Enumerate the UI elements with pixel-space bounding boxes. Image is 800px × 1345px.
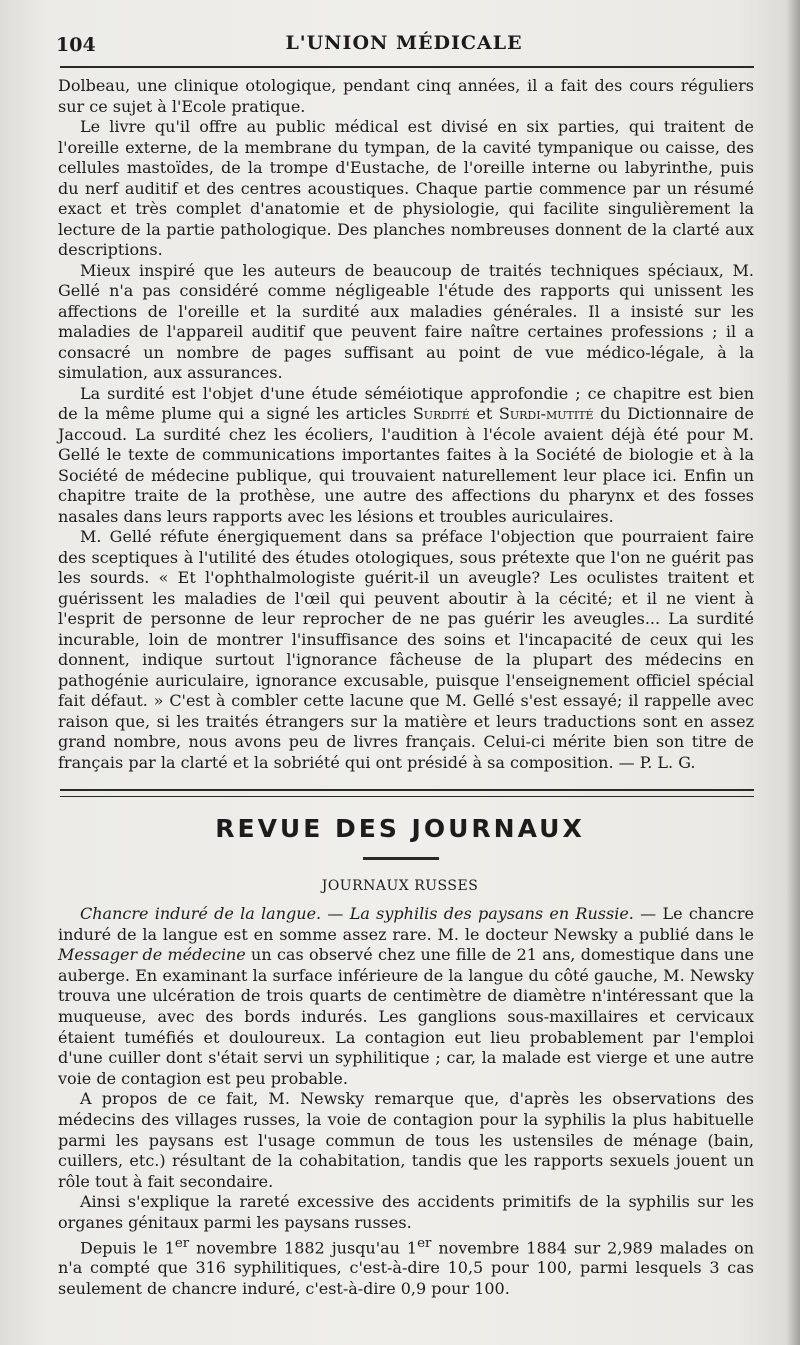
running-head: L'UNION MÉDICALE [285,32,523,54]
article-paragraph-4 [58,1234,754,1300]
article-paragraph-1 [58,904,754,1089]
article-title-separator: — [321,904,350,923]
article-title-2: La syphilis des paysans en Russie. [349,904,634,923]
journal-article [58,904,754,1300]
header-rule [60,66,754,68]
article-paragraph-1-text-b: un cas observé chez une fille de 21 ans, domestique dans une auberge. En examinant la surface inférieure de la langue du côté gauche, M. Newsky trouva une ulcération de trois quarts de centimètre de diamètre n'intéressant que la muqueuse, avec des bords indurés. Les ganglions sous-maxillaires et cervicaux étaient tuméfiés et douloureux. La contagion eut lieu probablement par l'emploi d'une cuiller dont s'était servi un syphilitique ; car, la malade est vierge et une autre voie de contagion est peu probable. [58,945,754,1088]
section-double-rule [60,789,754,797]
review-paragraph-4 [58,384,754,528]
section-title: REVUE DES JOURNAUX [215,814,585,843]
article-paragraph-2: A propos de ce fait, M. Newsky remarque que, d'après les observations des médecins des villages russes, la voie de contagion pour la syphilis la plus habituelle parmi les paysans est l'usage commun de tous les ustensiles de ménage (bain, cuillers, etc.) résultant de la cohabitation, tandis que les rapports sexuels jouent un rôle tout à fait secondaire. [58,1089,754,1191]
page-number: 104 [56,34,96,56]
article-paragraph-4-text-a: Depuis le 1 [80,1237,175,1257]
subsection-title: JOURNAUX RUSSES [321,878,479,894]
article-title-1: Chancre induré de la langue. [80,904,322,923]
page-header [56,26,752,60]
review-paragraph-2: Le livre qu'il offre au public médical est divisé en six parties, qui traitent de l'oreille externe, de la membrane du tympan, de la cavité tympanique ou caisse, des cellules mastoïdes, de la trompe d'Eustache, de l'oreille interne ou labyrinthe, puis du nerf auditif et des centres acoustiques. Chaque partie commence par un résumé exact et très complet d'anatomie et de physiologie, qui facilite singulièrement la lecture de la partie pathologique. Des planches nombreuses donnent de la clarté aux descriptions. [58,117,754,259]
review-paragraph-3: Mieux inspiré que les auteurs de beaucoup de traités techniques spéciaux, M. Gellé n'a pas considéré comme négligeable l'étude des rapports qui unissent les affections de l'oreille et la surdité aux maladies générales. Il a insisté sur les maladies de l'appareil auditif que peuvent faire naître certaines professions ; il a consacré un nombre de pages suffisant au point de vue médico-légale, à la simulation, aux assurances. [58,260,754,382]
article-paragraph-1-text-a: — Le chancre induré de la langue est en somme assez rare. M. le docteur Newsky a publié dans le [58,904,755,944]
review-paragraph-5: M. Gellé réfute énergiquement dans sa préface l'objection que pourraient faire des sceptiques à l'utilité des études otologiques, sous prétexte que l'on ne guérit pas les sourds. « Et l'ophthalmologiste guérit-il un aveugle? Les oculistes traitent et guérissent les maladies de l'œil qui peuvent aboutir à la cécité; et il ne vient à l'esprit de personne de leur reprocher de ne pas guérir les aveugles... La surdité incurable, loin de montrer l'insuffisance des soins et l'incapacité de ceux qui les donnent, indique surtout l'ignorance fâcheuse de la plupart des médecins en pathogénie auriculaire, ignorance excusable, puisque l'enseignement officiel spécial fait défaut. » C'est à combler cette lacune que M. Gellé s'est essayé; il rappelle avec raison que, si les traités étrangers sur la matière et leurs traductions sont en assez grand nombre, nous avons peu de livres français. Celui-ci mérite bien son titre de français par la clarté et la sobriété qui ont présidé à sa composition. — P. L. G. [58,527,754,772]
ordinal-superscript-1: er [174,1235,190,1251]
article-name-surdi-mutite: Surdi-mutité [498,404,594,423]
title-underline [363,857,439,860]
article-name-surdite: Surdité [412,404,470,423]
review-paragraph-1: Dolbeau, une clinique otologique, pendant cinq années, il a fait des cours réguliers sur ce sujet à l'Ecole pratique. [58,76,754,116]
review-paragraph-4-text-b: et [469,404,499,423]
article-paragraph-4-text-c: novembre 1884 sur 2,989 malades on n'a compté que 316 syphilitiques, c'est-à-dire 10,5 pour 100, parmi lesquels 3 cas seulement de chancre induré, c'est-à-dire 0,9 pour 100. [58,1237,755,1299]
ordinal-superscript-2: er [417,1235,432,1251]
article-paragraph-4-text-b: novembre 1882 jusqu'au 1 [189,1237,418,1257]
journal-name: Messager de médecine [58,945,246,965]
book-review [58,76,754,773]
page-edge-shadow [786,0,800,1345]
article-paragraph-3: Ainsi s'explique la rareté excessive des accidents primitifs de la syphilis sur les organes génitaux parmi les paysans russes. [58,1192,754,1232]
review-paragraph-4-text-a: La surdité est l'objet d'une étude séméiotique approfondie ; ce chapitre est bien de la même plume qui a signé les articles [58,383,754,423]
review-paragraph-4-text-c: du Dictionnaire de Jaccoud. La surdité chez les écoliers, l'audition à l'école avaient déjà été pour M. Gellé le texte de communications importantes faites à la Société de biologie et à la Société de médecine publique, qui trouvaient naturellement leur place ici. Enfin un chapitre traite de la prothèse, une autre des affections du pharynx et des fosses nasales dans leurs rapports avec les lésions et troubles auriculaires. [58,404,755,526]
